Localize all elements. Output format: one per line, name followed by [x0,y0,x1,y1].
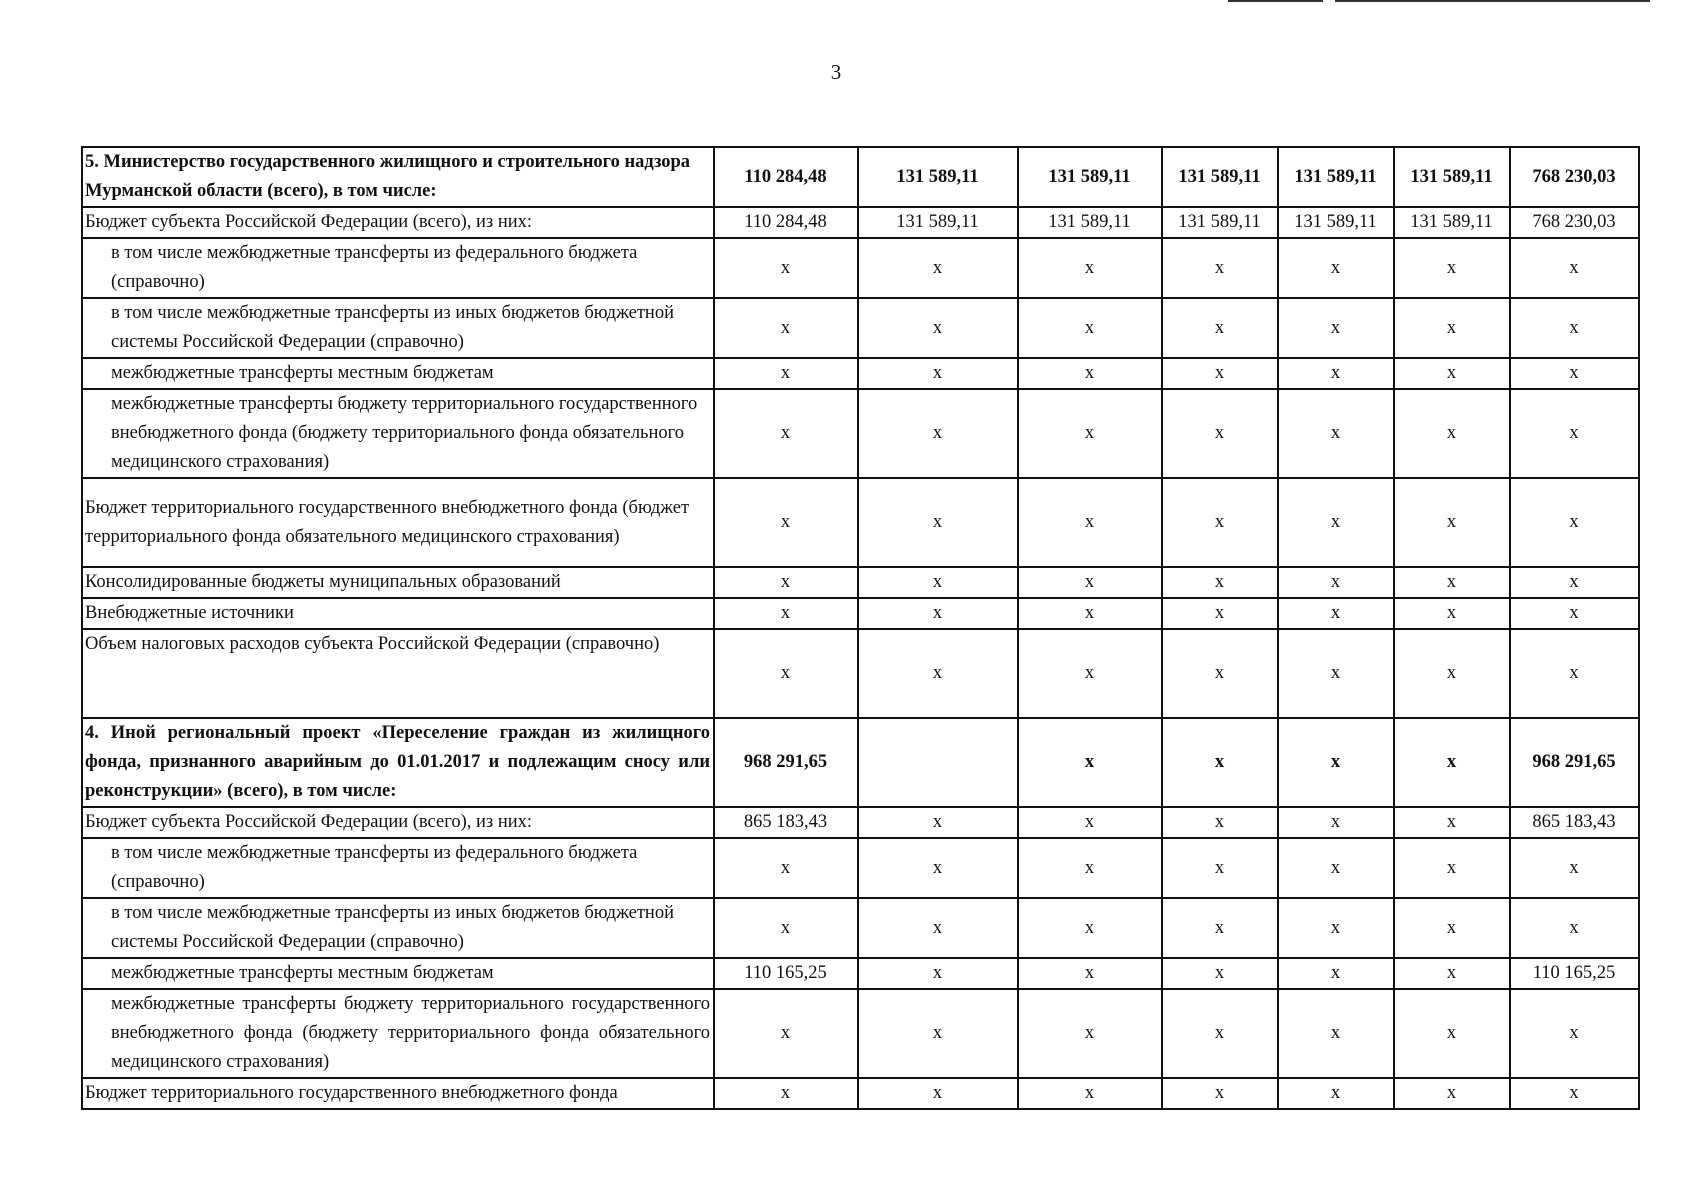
row-label: межбюджетные трансферты местным бюджетам [82,358,714,389]
row-label: Бюджет субъекта Российской Федерации (всего), из них: [82,207,714,238]
value-cell: x [1510,989,1639,1078]
value-cell: x [1394,989,1510,1078]
value-cell: x [858,567,1018,598]
value-cell: 110 284,48 [714,207,858,238]
value-cell: x [858,838,1018,898]
table-row [82,238,1639,298]
value-cell: x [1162,478,1278,567]
value-cell: x [1162,629,1278,718]
table-row [82,958,1639,989]
value-cell: x [1018,238,1162,298]
value-cell: x [1394,238,1510,298]
value-cell: x [1510,838,1639,898]
value-cell: x [858,629,1018,718]
table-row [82,807,1639,838]
value-cell: x [1162,598,1278,629]
value-cell: 968 291,65 [714,718,858,807]
value-cell: x [1018,389,1162,478]
value-cell: x [1510,238,1639,298]
value-cell: x [1394,958,1510,989]
value-cell: x [1394,898,1510,958]
value-cell: 131 589,11 [1394,147,1510,207]
value-cell: x [1018,598,1162,629]
value-cell: x [1278,478,1394,567]
value-cell: x [1278,238,1394,298]
value-cell: x [1018,1078,1162,1109]
value-cell: x [1162,358,1278,389]
value-cell: x [1510,358,1639,389]
value-cell: 768 230,03 [1510,147,1639,207]
scan-artifact-line [1228,0,1323,2]
value-cell: x [1510,478,1639,567]
value-cell: 768 230,03 [1510,207,1639,238]
value-cell: 131 589,11 [1394,207,1510,238]
value-cell: x [1018,838,1162,898]
value-cell: x [714,898,858,958]
value-cell: x [714,838,858,898]
value-cell: x [1018,807,1162,838]
value-cell: x [1510,567,1639,598]
value-cell: x [858,238,1018,298]
value-cell: x [1394,1078,1510,1109]
budget-table [81,146,1640,1110]
value-cell: x [1162,389,1278,478]
value-cell: x [714,389,858,478]
value-cell: x [714,989,858,1078]
value-cell: x [1018,958,1162,989]
table-row [82,898,1639,958]
value-cell: x [858,478,1018,567]
value-cell: x [1510,1078,1639,1109]
value-cell: x [714,298,858,358]
value-cell: x [858,389,1018,478]
value-cell: x [1278,718,1394,807]
value-cell: x [714,629,858,718]
value-cell: x [1394,389,1510,478]
table-row [82,298,1639,358]
table-row [82,838,1639,898]
value-cell: x [1394,598,1510,629]
value-cell: 968 291,65 [1510,718,1639,807]
value-cell: x [1018,629,1162,718]
value-cell: x [1162,838,1278,898]
value-cell: x [858,598,1018,629]
row-label: в том числе межбюджетные трансферты из иных бюджетов бюджетной системы Российской Федерации (справочно) [82,898,714,958]
value-cell: x [1162,807,1278,838]
value-cell: x [1018,898,1162,958]
scan-artifact-line [1335,0,1650,2]
value-cell: x [714,567,858,598]
value-cell: x [1162,989,1278,1078]
value-cell: x [1510,898,1639,958]
value-cell: x [1278,958,1394,989]
value-cell: x [858,989,1018,1078]
value-cell: x [1510,629,1639,718]
value-cell: x [714,1078,858,1109]
value-cell: x [1394,807,1510,838]
value-cell: x [714,478,858,567]
value-cell: x [1278,358,1394,389]
value-cell: x [1018,718,1162,807]
value-cell: x [1278,838,1394,898]
row-label: 4. Иной региональный проект «Переселение граждан из жилищного фонда, признанного аварийным до 01.01.2017 и подлежащим сносу или реконструкции» (всего), в том числе: [82,718,714,807]
row-label: Бюджет территориального государственного внебюджетного фонда [82,1078,714,1109]
value-cell: x [858,1078,1018,1109]
table-row [82,598,1639,629]
value-cell: 131 589,11 [858,207,1018,238]
value-cell: x [714,238,858,298]
value-cell: x [1018,298,1162,358]
row-label: 5. Министерство государственного жилищного и строительного надзора Мурманской области (всего), в том числе: [82,147,714,207]
table-row [82,358,1639,389]
value-cell: x [1162,1078,1278,1109]
row-label: в том числе межбюджетные трансферты из федерального бюджета (справочно) [82,838,714,898]
value-cell: 131 589,11 [1018,147,1162,207]
value-cell: x [1394,567,1510,598]
row-label: межбюджетные трансферты бюджету территориального государственного внебюджетного фонда (бюджету территориального фонда обязательного медицинского страхования) [82,989,714,1078]
table-row [82,629,1639,718]
value-cell [858,718,1018,807]
value-cell: 110 284,48 [714,147,858,207]
value-cell: x [1162,298,1278,358]
value-cell: x [1278,629,1394,718]
value-cell: x [1394,358,1510,389]
table-row [82,567,1639,598]
table-row [82,478,1639,567]
value-cell: x [1162,958,1278,989]
value-cell: 131 589,11 [1278,207,1394,238]
value-cell: x [858,958,1018,989]
value-cell: 131 589,11 [1278,147,1394,207]
table-row [82,207,1639,238]
value-cell: 131 589,11 [1162,207,1278,238]
value-cell: x [1394,718,1510,807]
value-cell: x [1162,567,1278,598]
value-cell: x [1394,298,1510,358]
value-cell: x [1162,718,1278,807]
row-label: межбюджетные трансферты бюджету территориального государственного внебюджетного фонда (бюджету территориального фонда обязательного медицинского страхования) [82,389,714,478]
value-cell: x [858,898,1018,958]
value-cell: x [1278,989,1394,1078]
value-cell: x [714,598,858,629]
value-cell: x [1510,389,1639,478]
table-row [82,989,1639,1078]
value-cell: x [1018,358,1162,389]
row-label: Консолидированные бюджеты муниципальных образований [82,567,714,598]
value-cell: x [858,807,1018,838]
value-cell: x [1278,567,1394,598]
value-cell: 110 165,25 [1510,958,1639,989]
row-label: в том числе межбюджетные трансферты из федерального бюджета (справочно) [82,238,714,298]
value-cell: x [1018,478,1162,567]
value-cell: 110 165,25 [714,958,858,989]
value-cell: 131 589,11 [1018,207,1162,238]
value-cell: x [1278,898,1394,958]
value-cell: x [858,298,1018,358]
table-row [82,1078,1639,1109]
value-cell: 131 589,11 [1162,147,1278,207]
value-cell: x [1394,838,1510,898]
row-label: межбюджетные трансферты местным бюджетам [82,958,714,989]
value-cell: x [1278,389,1394,478]
value-cell: x [1394,629,1510,718]
value-cell: x [1162,238,1278,298]
table-row [82,147,1639,207]
row-label: Бюджет территориального государственного внебюджетного фонда (бюджет территориального фонда обязательного медицинского страхования) [82,478,714,567]
value-cell: x [714,358,858,389]
table-row [82,718,1639,807]
value-cell: x [1510,298,1639,358]
value-cell: x [1162,898,1278,958]
value-cell: x [1394,478,1510,567]
row-label: Бюджет субъекта Российской Федерации (всего), из них: [82,807,714,838]
value-cell: x [1018,989,1162,1078]
value-cell: 131 589,11 [858,147,1018,207]
table-row [82,389,1639,478]
value-cell: 865 183,43 [1510,807,1639,838]
value-cell: x [1278,598,1394,629]
value-cell: x [1278,807,1394,838]
value-cell: x [1278,1078,1394,1109]
value-cell: 865 183,43 [714,807,858,838]
value-cell: x [1018,567,1162,598]
value-cell: x [858,358,1018,389]
value-cell: x [1278,298,1394,358]
row-label: Объем налоговых расходов субъекта Российской Федерации (справочно) [82,629,714,718]
row-label: Внебюджетные источники [82,598,714,629]
row-label: в том числе межбюджетные трансферты из иных бюджетов бюджетной системы Российской Федерации (справочно) [82,298,714,358]
value-cell: x [1510,598,1639,629]
page-number: 3 [830,60,842,84]
